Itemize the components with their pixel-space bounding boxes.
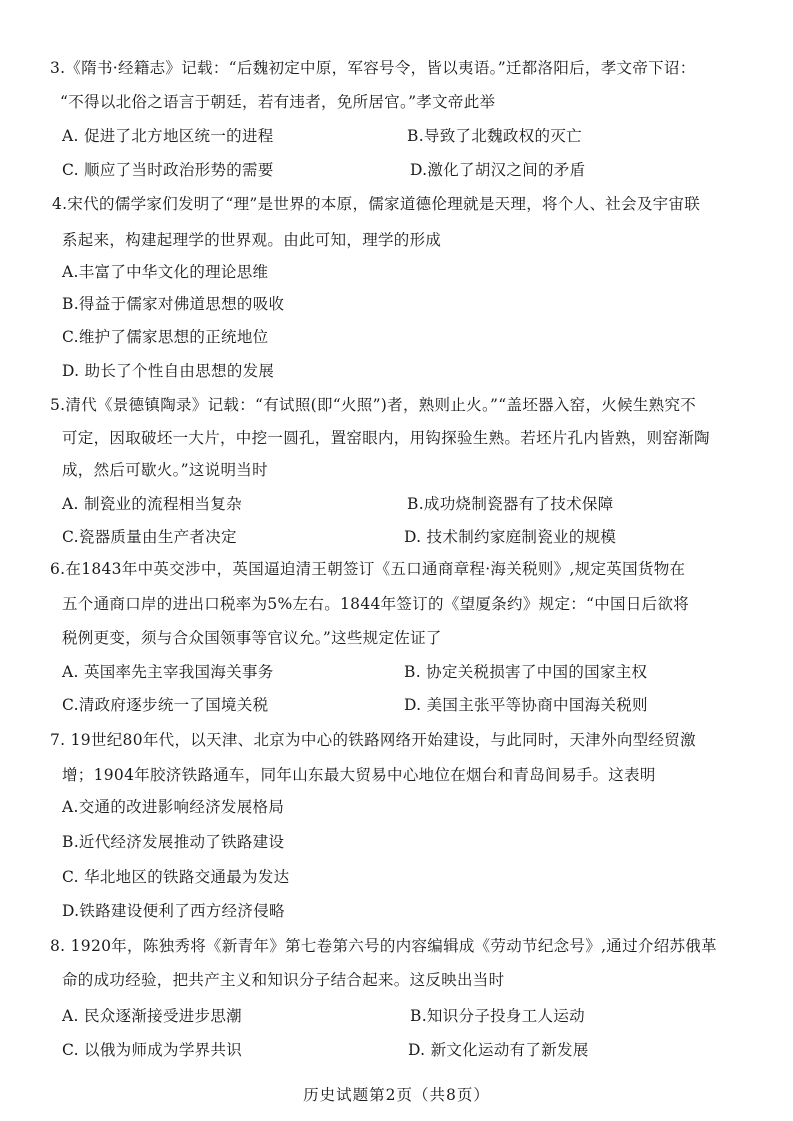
q7-option-d: D.铁路建设便利了西方经济侵略 (62, 902, 285, 920)
q4-option-c: C.维护了儒家思想的正统地位 (62, 328, 269, 346)
q6-option-d: D. 美国主张平等协商中国海关税则 (404, 696, 648, 714)
q5-option-c: C.瓷器质量由生产者决定 (62, 528, 237, 546)
q6-stem-line1: 6.在1843年中英交涉中，英国逼迫清王朝签订《五口通商章程·海关税则》,规定英国货物在 (50, 560, 686, 578)
q3-option-b: B.导致了北魏政权的灭亡 (407, 127, 582, 145)
q5-option-d: D. 技术制约家庭制瓷业的规模 (404, 528, 617, 546)
q8-option-d: D. 新文化运动有了新发展 (408, 1041, 589, 1059)
q3-option-c: C. 顺应了当时政治形势的需要 (62, 161, 274, 179)
q7-option-a: A.交通的改进影响经济发展格局 (62, 798, 285, 816)
q7-stem-line1: 7. 19世纪80年代，以天津、北京为中心的铁路网络开始建设，与此同时，天津外向型经贸激 (50, 731, 696, 749)
q5-option-b: B.成功烧制瓷器有了技术保障 (407, 495, 614, 513)
q3-stem-line1: 3.《隋书·经籍志》记载：“后魏初定中原，军容号令，皆以夷语。”迁都洛阳后，孝文帝下诏： (50, 59, 696, 77)
q5-stem-line1: 5.清代《景德镇陶录》记载：“有试照(即“火照”)者，熟则止火。”“盖坯器入窑，火候生熟究不 (50, 396, 697, 414)
q6-option-c: C.清政府逐步统一了国境关税 (62, 696, 269, 714)
q6-option-b: B. 协定关税损害了中国的国家主权 (404, 663, 648, 681)
q6-option-a: A. 英国率先主宰我国海关事务 (62, 663, 274, 681)
q8-stem-line2: 命的成功经验，把共产主义和知识分子结合起来。这反映出当时 (62, 971, 505, 989)
q3-option-d: D.激化了胡汉之间的矛盾 (410, 161, 586, 179)
q8-option-c: C. 以俄为师成为学界共识 (62, 1041, 243, 1059)
q7-option-b: B.近代经济发展推动了铁路建设 (62, 833, 285, 851)
q8-stem-line1: 8. 1920年，陈独秀将《新青年》第七卷第六号的内容编辑成《劳动节纪念号》,通过介绍苏俄革 (50, 937, 717, 955)
q4-stem-line2: 系起来，构建起理学的世界观。由此可知，理学的形成 (62, 231, 442, 249)
q7-stem-line2: 增；1904年胶济铁路通车，同年山东最大贸易中心地位在烟台和青岛间易手。这表明 (62, 766, 656, 784)
q5-stem-line2: 可定，因取破坯一大片，中挖一圆孔，置窑眼内，用钩探验生熟。若坯片孔内皆熟，则窑渐陶 (62, 429, 710, 447)
page-footer: 历史试题第2页（共8页） (303, 1086, 490, 1104)
q5-option-a: A. 制瓷业的流程相当复杂 (62, 495, 242, 513)
q8-option-b: B.知识分子投身工人运动 (410, 1007, 585, 1025)
q4-stem-line1: 4.宋代的儒学家们发明了“理”是世界的本原，儒家道德伦理就是天理，将个人、社会及宇宙联 (52, 195, 701, 213)
q5-stem-line3: 成，然后可歇火。”这说明当时 (62, 461, 268, 479)
q6-stem-line2: 五个通商口岸的进出口税率为5%左右。1844年签订的《望厦条约》规定：“中国日后欲将 (62, 595, 690, 613)
q4-option-a: A.丰富了中华文化的理论思维 (62, 263, 269, 281)
q7-option-c: C. 华北地区的铁路交通最为发达 (62, 868, 290, 886)
q3-stem-line2: “不得以北俗之语言于朝廷，若有违者，免所居官。”孝文帝此举 (60, 93, 496, 111)
q4-option-d: D. 助长了个性自由思想的发展 (62, 362, 275, 380)
q4-option-b: B.得益于儒家对佛道思想的吸收 (62, 295, 285, 313)
q8-option-a: A. 民众逐渐接受进步思潮 (62, 1007, 242, 1025)
q3-option-a: A. 促进了北方地区统一的进程 (62, 127, 274, 145)
q6-stem-line3: 税例更变，须与合众国领事等官议允。”这些规定佐证了 (62, 629, 442, 647)
